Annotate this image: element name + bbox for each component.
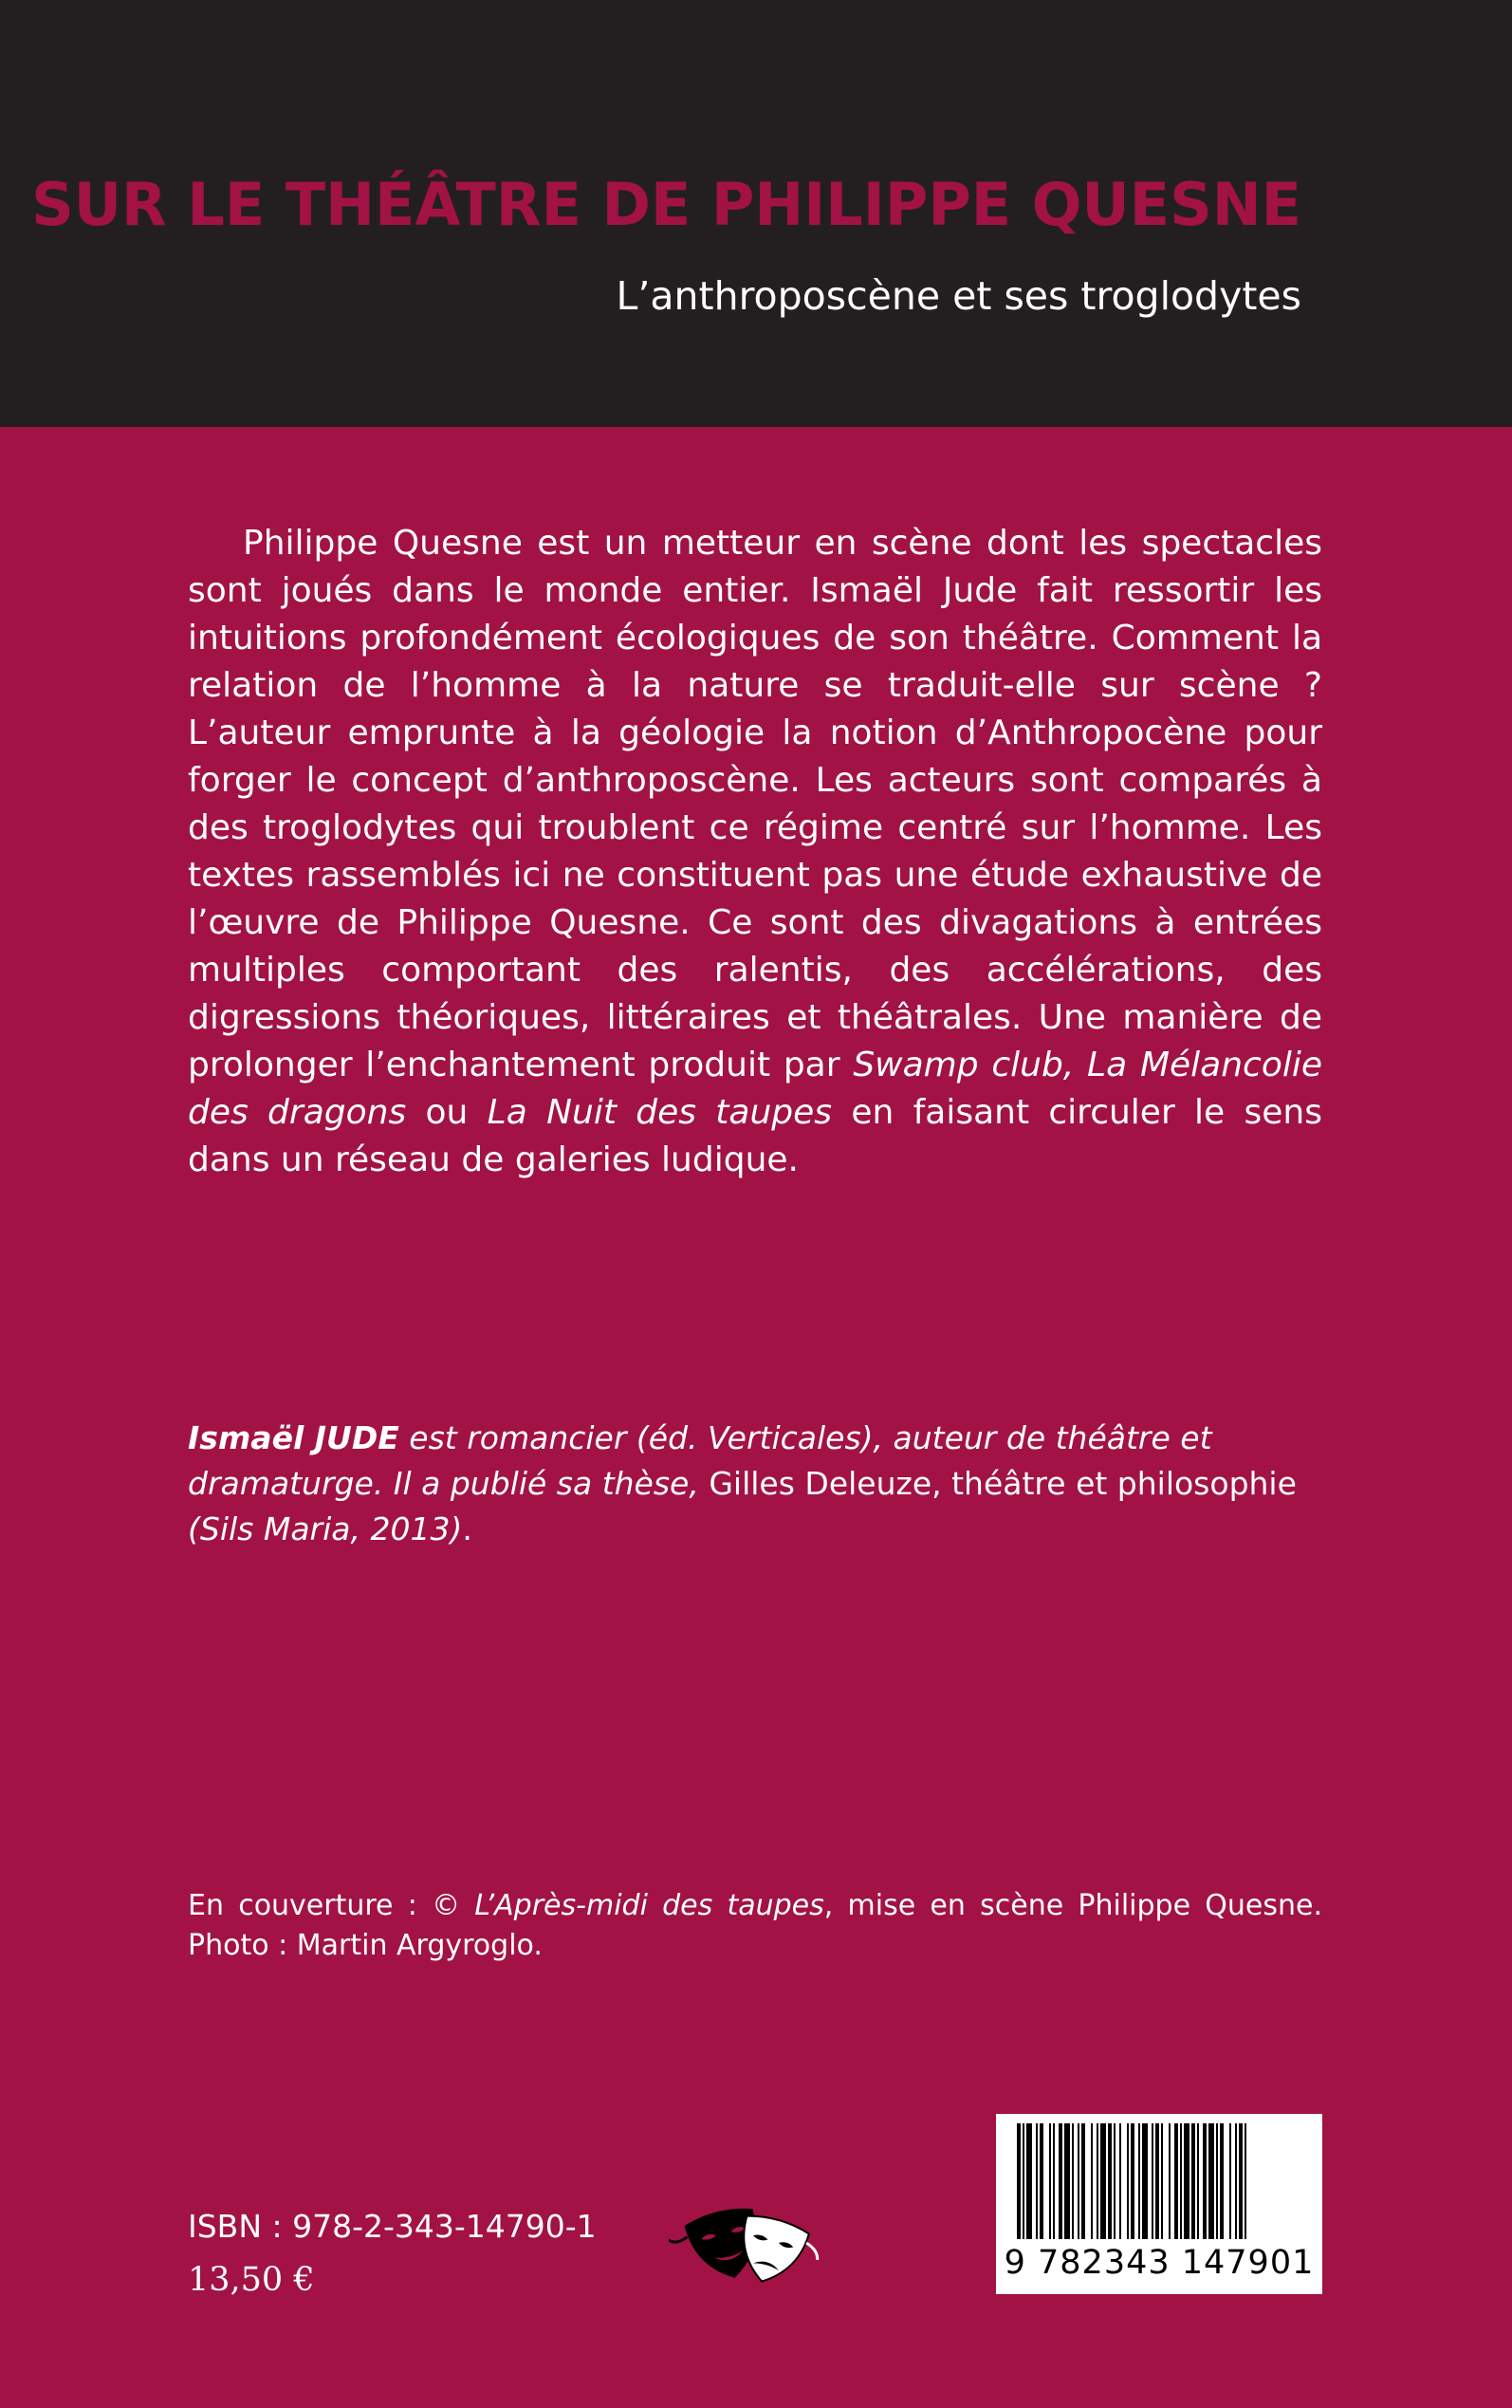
summary-work-title: La Nuit des taupes: [487, 1093, 833, 1132]
cover-credits: [188, 1886, 1322, 1966]
book-subtitle: L’anthroposcène et ses troglodytes: [616, 273, 1301, 319]
credits-text: En couverture : ©: [188, 1889, 475, 1922]
author-bio: [188, 1416, 1322, 1552]
isbn: ISBN : 978-2-343-14790-1: [188, 2208, 597, 2245]
header-band: [0, 0, 1512, 427]
barcode: [996, 2114, 1322, 2294]
summary-text: ou: [406, 1093, 488, 1132]
credits-work-title: L’Après-midi des taupes: [474, 1889, 824, 1922]
price: 13,50 €: [188, 2261, 315, 2299]
author-bio-end: .: [462, 1510, 472, 1547]
barcode-bars: [996, 2114, 1322, 2242]
author-thesis-title: Gilles Deleuze, théâtre et philosophie: [709, 1465, 1297, 1502]
book-title: SUR LE THÉÂTRE DE PHILIPPE QUESNE: [31, 170, 1301, 239]
theatre-masks-icon: [669, 2199, 821, 2294]
author-bio-text: (Sils Maria, 2013): [188, 1510, 463, 1547]
summary-work-title: Swamp club, La Mélancolie des dragons: [188, 1046, 1323, 1132]
author-bio-text: est romancier (éd. Verticales), auteur de théâtre et dramaturge. Il a publié sa thèse,: [188, 1419, 1212, 1502]
summary-text: en faisant circuler le sens dans un réseau de galeries ludique.: [188, 1093, 1322, 1179]
credits-text: , mise en scène Philippe Quesne. Photo : Martin Argyroglo.: [188, 1889, 1322, 1962]
barcode-digits: 9 782343 147901: [1004, 2244, 1315, 2282]
author-name: Ismaël JUDE: [188, 1419, 399, 1456]
book-summary: [188, 520, 1322, 1184]
summary-text: Philippe Quesne est un metteur en scène dont les spectacles sont joués dans le monde entier. Ismaël Jude fait ressortir les intuitions profondément écologiques de son théâtre. Comment la relation de l’homme à la nature se traduit-elle sur scène ? L’auteur emprunte à la géologie la notion d’Anthropocène pour forger le concept d’anthroposcène. Les acteurs sont comparés à des troglodytes qui troublent ce régime centré sur l’homme. Les textes rassemblés ici ne constituent pas une étude exhaustive de l’œuvre de Philippe Quesne. Ce sont des divagations à entrées multiples comportant des ralentis, des accélérations, des digressions théoriques, littéraires et théâtrales. Une manière de prolonger l’enchantement produit par: [188, 524, 1322, 1084]
